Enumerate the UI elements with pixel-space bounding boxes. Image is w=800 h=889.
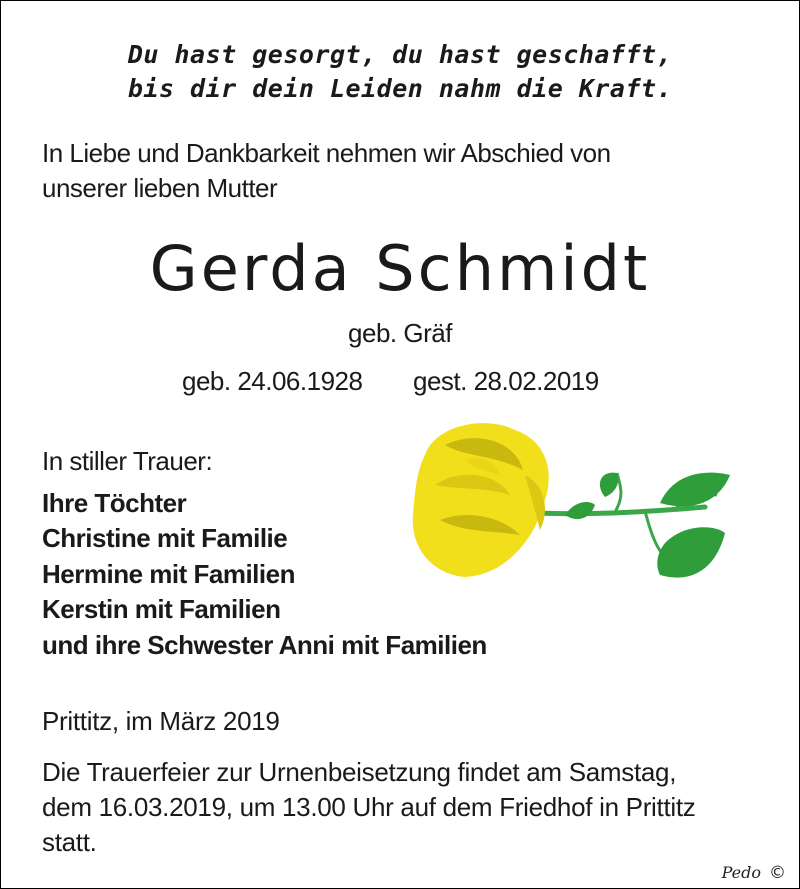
mourners-heading: In stiller Trauer: [42, 446, 213, 476]
credit-signature: Pedo [721, 863, 761, 882]
service-line-3: statt. [42, 827, 97, 857]
quote-line-1: Du hast gesorgt, du hast geschafft, [127, 40, 673, 69]
deceased-name: Gerda Schmidt [149, 232, 651, 305]
yellow-rose-icon [405, 415, 745, 590]
mourner-line: und ihre Schwester Anni mit Familien [42, 630, 487, 660]
place-date: Prittitz, im März 2019 [42, 706, 280, 736]
credit [722, 863, 786, 883]
birth-date: geb. 24.06.1928 [182, 366, 363, 396]
quote-line-2: bis dir dein Leiden nahm die Kraft. [127, 74, 673, 103]
service-line-2: dem 16.03.2019, um 13.00 Uhr auf dem Friedhof in Prittitz [42, 792, 696, 822]
death-date: gest. 28.02.2019 [413, 366, 599, 396]
intro-line-2: unserer lieben Mutter [42, 173, 278, 203]
maiden-name: geb. Gräf [348, 318, 452, 348]
copyright-mark: © [769, 863, 786, 883]
mourner-line: Ihre Töchter [42, 488, 187, 518]
mourner-line: Christine mit Familie [42, 523, 288, 553]
mourner-line: Hermine mit Familien [42, 559, 295, 589]
service-line-1: Die Trauerfeier zur Urnenbeisetzung findet am Samstag, [42, 757, 677, 787]
intro-line-1: In Liebe und Dankbarkeit nehmen wir Abschied von [42, 138, 611, 168]
mourner-line: Kerstin mit Familien [42, 594, 281, 624]
